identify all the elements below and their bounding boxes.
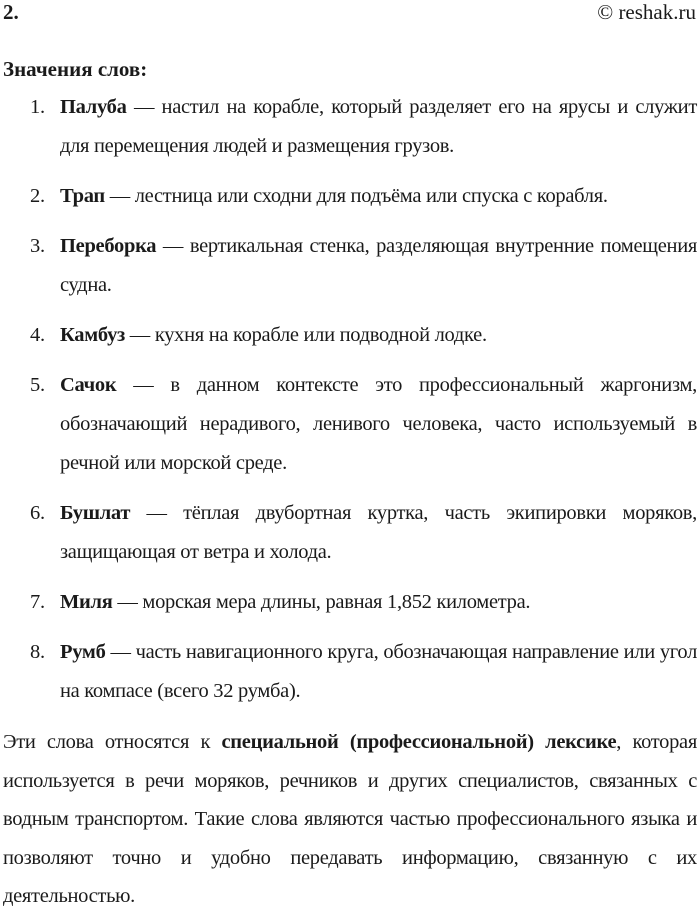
copyright-label: © reshak.ru	[597, 0, 696, 24]
item-number: 1.	[30, 96, 45, 118]
item-term: Бушлат	[60, 502, 131, 524]
item-definition: — настил на корабле, который разделяет его на ярусы и служит для перемещения людей и размещения грузов.	[60, 96, 697, 157]
conclusion-text-end: , которая используется в речи моряков, речников и других специалистов, связанных с водным транспортом. Такие слова являются частью профессионального языка и позволяют точно и удобно передавать информацию, связанную с их деятельностью.	[3, 731, 697, 908]
item-definition: — лестница или сходни для подъёма или спуска с корабля.	[104, 185, 608, 207]
task-number: 2.	[3, 0, 19, 24]
item-term: Сачок	[60, 374, 117, 396]
conclusion-paragraph	[3, 723, 697, 916]
item-definition: — часть навигационного круга, обозначающая направление или угол на компасе (всего 32 румба).	[60, 641, 697, 702]
list-item	[0, 366, 697, 483]
item-definition: — кухня на корабле или подводной лодке.	[124, 324, 487, 346]
item-number: 8.	[30, 641, 45, 663]
list-item	[0, 88, 697, 166]
item-term: Переборка	[60, 235, 157, 257]
conclusion-bold-term: специальной (профессиональной) лексике	[221, 731, 617, 753]
list-item	[0, 583, 697, 622]
item-definition: — в данном контексте это профессиональный жаргонизм, обозначающий нерадивого, ленивого человека, часто используемый в речной или морской среде.	[60, 374, 697, 474]
item-number: 7.	[30, 591, 45, 613]
item-term: Миля	[60, 591, 113, 613]
list-item	[0, 633, 697, 711]
list-item	[0, 316, 697, 355]
item-definition: — тёплая двубортная куртка, часть экипировки моряков, защищающая от ветра и холода.	[60, 502, 697, 563]
item-number: 2.	[30, 185, 45, 207]
item-term: Палуба	[60, 96, 127, 118]
list-item	[0, 227, 697, 305]
item-number: 3.	[30, 235, 45, 257]
item-definition: — вертикальная стенка, разделяющая внутренние помещения судна.	[60, 235, 697, 296]
definitions-list	[0, 88, 697, 722]
item-term: Камбуз	[60, 324, 125, 346]
list-item	[0, 494, 697, 572]
item-definition: — морская мера длины, равная 1,852 километра.	[112, 591, 531, 613]
item-number: 5.	[30, 374, 45, 396]
section-heading: Значения слов:	[3, 57, 148, 81]
page-header	[3, 0, 696, 28]
conclusion-text-start: Эти слова относятся к	[3, 731, 222, 753]
item-number: 4.	[30, 324, 45, 346]
item-term: Трап	[60, 185, 105, 207]
item-term: Румб	[60, 641, 106, 663]
list-item	[0, 177, 697, 216]
item-number: 6.	[30, 502, 45, 524]
